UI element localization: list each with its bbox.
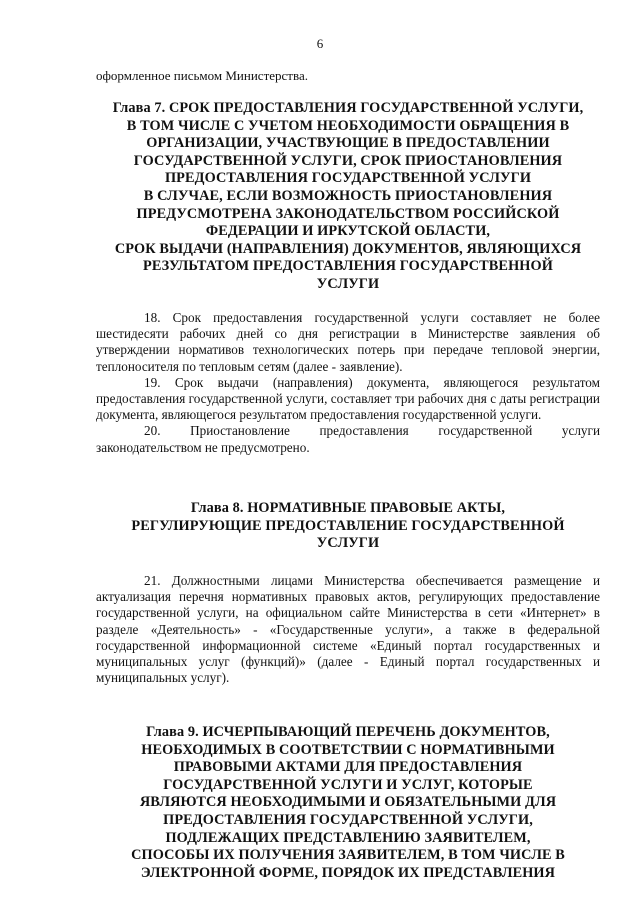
chapter-7-title-line: ФЕДЕРАЦИИ И ИРКУТСКОЙ ОБЛАСТИ, [205, 223, 491, 240]
paragraph-21: 21. Должностными лицами Министерства обеспечивается размещение и актуализация перечня нормативных правовых актов, регулирующих предоставление государственной услуги, на официальном сайте Министерства в сети «Интернет» в разделе «Деятельность» - «Государственные услуги», а также в федеральной государственной информационной системе «Единый портал государственных и муниципальных услуг (функций)» (далее - Единый портал государственных и муниципальных услуг). [96, 573, 600, 686]
chapter-7-title-line: ГОСУДАРСТВЕННОЙ УСЛУГИ, СРОК ПРИОСТАНОВЛЕНИЯ [133, 152, 563, 169]
chapter-7-title-line: ПРЕДОСТАВЛЕНИЯ ГОСУДАРСТВЕННОЙ УСЛУГИ [164, 170, 532, 187]
chapter-7-title-line: УСЛУГИ [316, 275, 380, 292]
chapter-9-title-line: СПОСОБЫ ИХ ПОЛУЧЕНИЯ ЗАЯВИТЕЛЕМ, В ТОМ ЧИСЛЕ В [131, 847, 565, 864]
page-number: 6 [316, 36, 324, 51]
chapter-9-title-line: ЭЛЕКТРОННОЙ ФОРМЕ, ПОРЯДОК ИХ ПРЕДСТАВЛЕНИЯ [140, 864, 556, 881]
chapter-9-title [96, 724, 600, 882]
chapter-7-title-line: ПРЕДУСМОТРЕНА ЗАКОНОДАТЕЛЬСТВОМ РОССИЙСКОЙ [136, 205, 560, 222]
chapter-7-body [96, 310, 600, 456]
chapter-8-title-line: УСЛУГИ [316, 535, 380, 552]
paragraph-19: 19. Срок выдачи (направления) документа, являющегося результатом предоставления государственной услуги, составляет три рабочих дня с даты регистрации документа, являющегося результатом предоставления государственной услуги. [96, 374, 600, 423]
paragraph-20: 20. Приостановление предоставления государственной услуги законодательством не предусмотрено. [96, 423, 600, 455]
chapter-7-title-line: В СЛУЧАЕ, ЕСЛИ ВОЗМОЖНОСТЬ ПРИОСТАНОВЛЕНИЯ [143, 187, 553, 204]
chapter-7-title-line: ОРГАНИЗАЦИИ, УЧАСТВУЮЩИЕ В ПРЕДОСТАВЛЕНИИ [146, 135, 550, 152]
continuation-text: оформленное письмом Министерства. [96, 68, 308, 83]
chapter-8-title-line: РЕГУЛИРУЮЩИЕ ПРЕДОСТАВЛЕНИЕ ГОСУДАРСТВЕННОЙ [131, 517, 565, 534]
chapter-8-title [96, 500, 600, 553]
chapter-8-body [96, 573, 600, 686]
chapter-9-title-line: ПРАВОВЫМИ АКТАМИ ДЛЯ ПРЕДОСТАВЛЕНИЯ [173, 759, 523, 776]
chapter-9-title-line: НЕОБХОДИМЫХ В СООТВЕТСТВИИ С НОРМАТИВНЫМИ [141, 741, 555, 758]
chapter-9-title-line: ЯВЛЯЮТСЯ НЕОБХОДИМЫМИ И ОБЯЗАТЕЛЬНЫМИ ДЛЯ [139, 794, 557, 811]
chapter-7-title [96, 100, 600, 294]
chapter-8-title-line: Глава 8. НОРМАТИВНЫЕ ПРАВОВЫЕ АКТЫ, [190, 500, 506, 516]
chapter-7-title-line: В ТОМ ЧИСЛЕ С УЧЕТОМ НЕОБХОДИМОСТИ ОБРАЩЕНИЯ В [126, 117, 570, 134]
chapter-9-title-line: ПРЕДОСТАВЛЕНИЯ ГОСУДАРСТВЕННОЙ УСЛУГИ, [163, 811, 533, 828]
chapter-9-title-line: ГОСУДАРСТВЕННОЙ УСЛУГИ И УСЛУГ, КОТОРЫЕ [163, 776, 533, 793]
chapter-7-title-line: СРОК ВЫДАЧИ (НАПРАВЛЕНИЯ) ДОКУМЕНТОВ, ЯВЛЯЮЩИХСЯ [114, 240, 582, 257]
chapter-7-title-line: Глава 7. СРОК ПРЕДОСТАВЛЕНИЯ ГОСУДАРСТВЕННОЙ УСЛУГИ, [112, 100, 584, 116]
chapter-9-title-line: Глава 9. ИСЧЕРПЫВАЮЩИЙ ПЕРЕЧЕНЬ ДОКУМЕНТОВ, [146, 724, 550, 740]
paragraph-18: 18. Срок предоставления государственной услуги составляет не более шестидесяти рабочих дней со дня регистрации в Министерстве заявления об утверждении нормативов технологических потерь при передаче тепловой энергии, теплоносителя по тепловым сетям (далее - заявление). [96, 310, 600, 374]
chapter-9-title-line: ПОДЛЕЖАЩИХ ПРЕДСТАВЛЕНИЮ ЗАЯВИТЕЛЕМ, [165, 829, 531, 846]
chapter-7-title-line: РЕЗУЛЬТАТОМ ПРЕДОСТАВЛЕНИЯ ГОСУДАРСТВЕННОЙ [143, 258, 553, 275]
